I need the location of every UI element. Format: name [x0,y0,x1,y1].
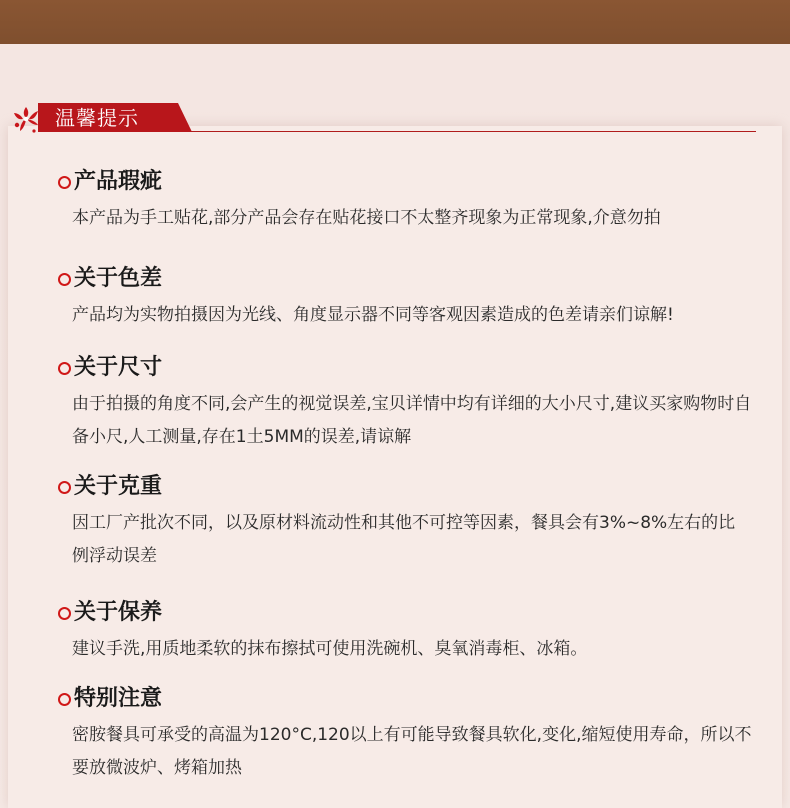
section-text: 由于拍摄的角度不同,会产生的视觉误差,宝贝详情中均有详细的大小尺寸,建议买家购物时自备小尺,人工测量,存在1土5MM的误差,请谅解 [72,394,752,447]
top-banner-bar [0,0,790,44]
bullet-icon [58,607,71,620]
section-title: 关于克重 [74,474,163,499]
section-title: 关于色差 [74,266,163,291]
section-title: 特别注意 [74,686,163,711]
section-text: 本产品为手工贴花,部分产品会存在贴花接口不太整齐现象为正常现象,介意勿拍 [72,208,661,228]
section-title: 产品瑕疵 [74,169,163,194]
section-title: 关于尺寸 [74,355,163,380]
section-text: 密胺餐具可承受的高温为120°C,120以上有可能导致餐具软化,变化,缩短使用寿命，所以不要放微波炉、烤箱加热 [72,725,752,778]
section-text: 产品均为实物拍摄因为光线、角度显示器不同等客观因素造成的色差请亲们谅解! [72,305,674,325]
section-text: 因工厂产批次不同，以及原材料流动性和其他不可控等因素，餐具会有3%~8%左右的比例浮动误差 [72,513,736,566]
bullet-icon [58,362,71,375]
bullet-icon [58,693,71,706]
bullet-icon [58,176,71,189]
section-text: 建议手洗,用质地柔软的抹布擦拭可使用洗碗机、臭氧消毒柜、冰箱。 [72,639,588,659]
bullet-icon [58,273,71,286]
bullet-icon [58,481,71,494]
tips-header [10,103,750,133]
floral-ornament-icon [10,103,42,135]
header-title: 温馨提示 [55,106,139,130]
section-title: 关于保养 [74,600,163,625]
